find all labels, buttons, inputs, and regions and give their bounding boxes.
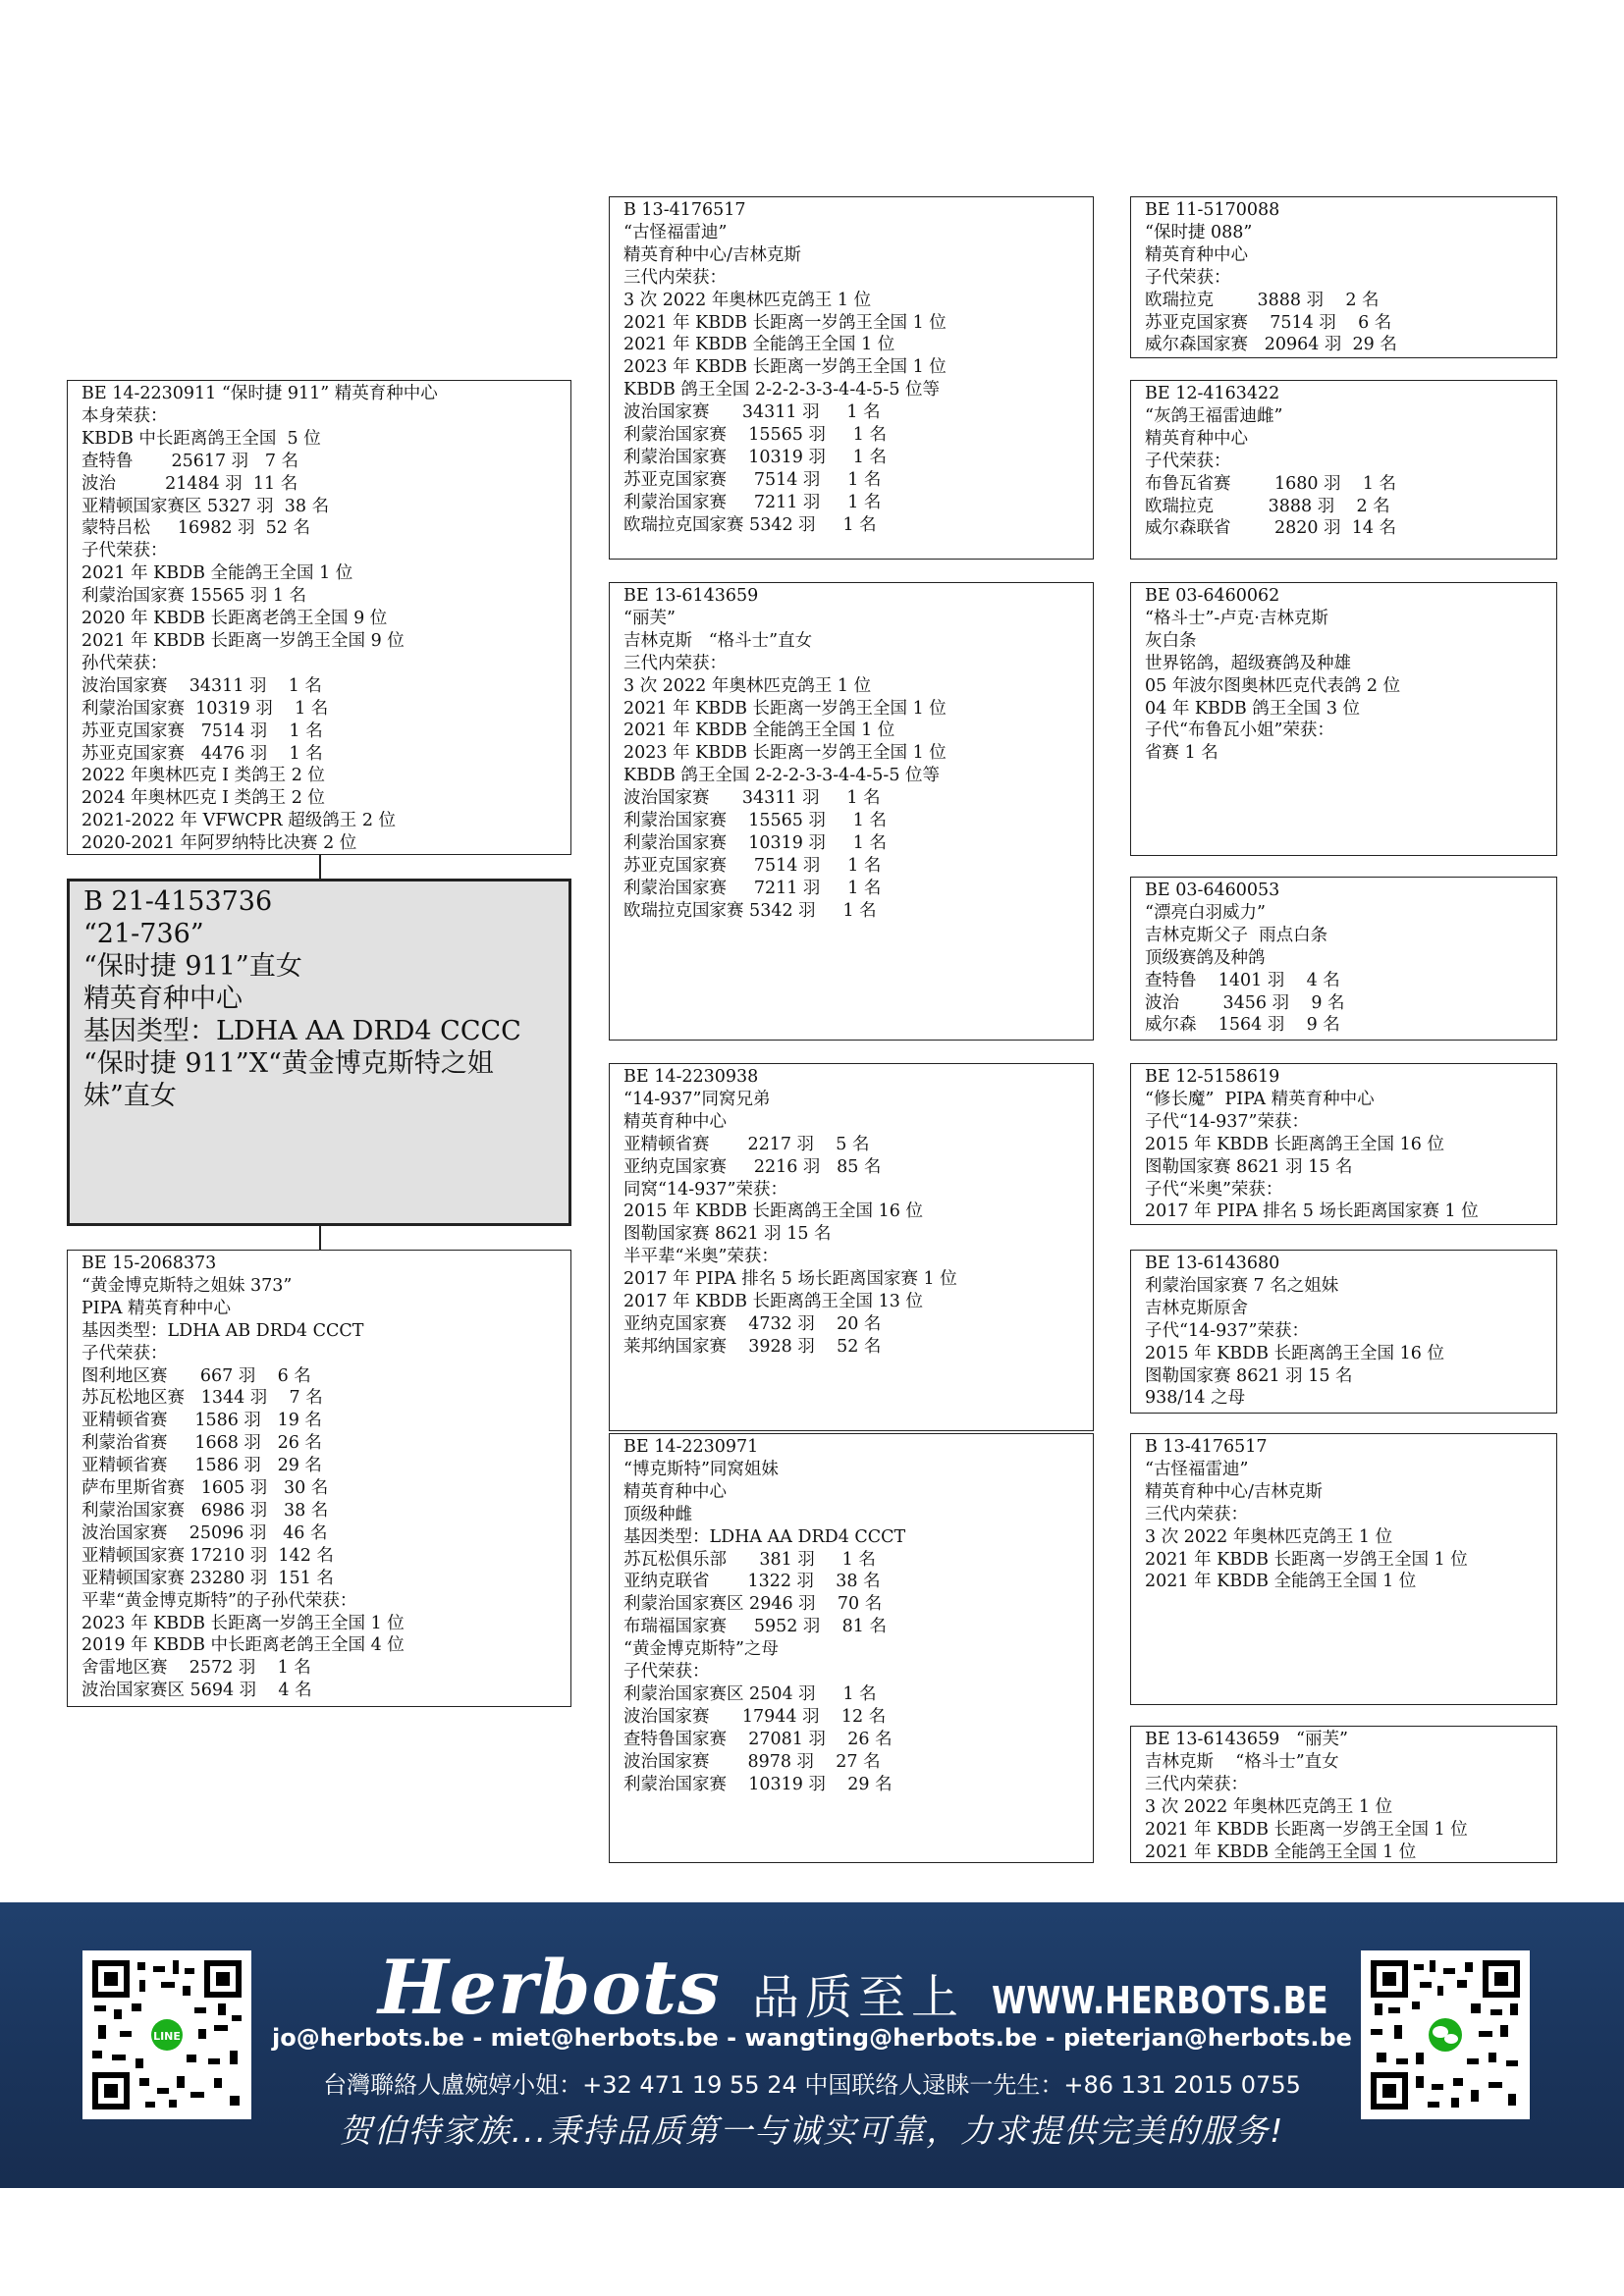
dd-line: 亚纳克联省 1322 羽 38 名	[623, 1572, 881, 1592]
dam-line: 利蒙治国家赛 6986 羽 38 名	[81, 1500, 329, 1521]
sds-line: 子代“布鲁瓦小姐”荣获：	[1145, 721, 1334, 741]
sss-line: 苏亚克国家赛 7514 羽 6 名	[1145, 312, 1392, 333]
sdd-line: 吉林克斯父子 雨点白条	[1145, 925, 1328, 945]
sdd-box	[1130, 877, 1557, 1041]
dsd-box	[1130, 1250, 1557, 1414]
ssd-line: 子代荣获：	[1145, 451, 1231, 471]
dss-box	[1130, 1063, 1557, 1225]
dds-line: 精英育种中心/吉林克斯	[1145, 1481, 1323, 1502]
dd-line: “黄金博克斯特”之母	[623, 1639, 779, 1660]
dsd-line: 利蒙治国家赛 7 名之姐妹	[1145, 1275, 1339, 1296]
brand-slogan: 品质至上	[751, 1970, 964, 2025]
ds-line: 亚纳克国家赛 2216 羽 85 名	[623, 1156, 882, 1177]
dss-line: 图勒国家赛 8621 羽 15 名	[1145, 1156, 1353, 1177]
dds-box	[1130, 1433, 1557, 1705]
dd-line: 利蒙治国家赛 10319 羽 29 名	[623, 1774, 893, 1794]
sire-line: 亚精顿国家赛区 5327 羽 38 名	[81, 496, 330, 516]
dd-line: BE 14-2230971	[623, 1437, 759, 1457]
dsd-line: 子代“14-937”荣获：	[1145, 1320, 1309, 1341]
dsd-line: 图勒国家赛 8621 羽 15 名	[1145, 1365, 1353, 1386]
herbots-logo: Herbots	[378, 1944, 721, 2031]
dam-line: 利蒙治省赛 1668 羽 26 名	[81, 1433, 322, 1454]
sd-line: “丽芙”	[623, 608, 676, 628]
sdd-line: 顶级赛鸽及种鸽	[1145, 947, 1266, 968]
ss-line: 2021 年 KBDB 长距离一岁鸽王全国 1 位	[623, 312, 947, 333]
sire-line: 子代荣获：	[81, 541, 168, 561]
sds-line: 省赛 1 名	[1145, 743, 1218, 764]
ds-line: BE 14-2230938	[623, 1067, 759, 1087]
ss-line: 三代内荣获：	[623, 267, 727, 288]
sire-sire-box	[609, 196, 1094, 560]
ddd-line: 3 次 2022 年奥林匹克鸽王 1 位	[1145, 1796, 1393, 1817]
dd-line: 苏瓦松俱乐部 381 羽 1 名	[623, 1549, 876, 1570]
subject-line: B 21-4153736	[83, 886, 273, 917]
dss-line: “修长魔” PIPA 精英育种中心	[1145, 1089, 1375, 1109]
contact-emails[interactable]: jo@herbots.be - miet@herbots.be - wangting@herbots.be - pieterjan@herbots.be	[272, 2024, 1352, 2052]
sd-line: 2021 年 KBDB 长距离一岁鸽王全国 1 位	[623, 698, 947, 719]
dds-line: 2021 年 KBDB 长距离一岁鸽王全国 1 位	[1145, 1549, 1468, 1570]
ssd-line: BE 12-4163422	[1145, 384, 1280, 403]
contact-phones: 台灣聯絡人盧婉婷小姐：+32 471 19 55 24 中国联络人逯睐一先生：+86 131 2015 0755	[323, 2071, 1301, 2099]
sire-line: 2022 年奥林匹克 I 类鸽王 2 位	[81, 766, 325, 786]
sds-box	[1130, 582, 1557, 856]
sd-line: 3 次 2022 年奥林匹克鸽王 1 位	[623, 675, 872, 696]
dss-line: 子代“米奥”荣获：	[1145, 1179, 1283, 1200]
footer-banner	[0, 1902, 1624, 2188]
dss-line: 2017 年 PIPA 排名 5 场长距离国家赛 1 位	[1145, 1201, 1479, 1222]
sdd-line: 查特鲁 1401 羽 4 名	[1145, 970, 1340, 990]
dd-line: 查特鲁国家赛 27081 羽 26 名	[623, 1729, 893, 1749]
ds-line: 莱邦纳国家赛 3928 羽 52 名	[623, 1336, 882, 1357]
dd-line: 子代荣获：	[623, 1662, 710, 1682]
ds-line: 半平辈“米奥”荣获：	[623, 1247, 779, 1267]
subject-box	[67, 879, 571, 1226]
sire-line: 波治 21484 羽 11 名	[81, 473, 298, 494]
dds-line: 3 次 2022 年奥林匹克鸽王 1 位	[1145, 1526, 1393, 1547]
sds-line: “格斗士”-卢克·吉林克斯	[1145, 608, 1328, 628]
ds-line: 2017 年 KBDB 长距离鸽王全国 13 位	[623, 1292, 923, 1312]
dsd-line: 2015 年 KBDB 长距离鸽王全国 16 位	[1145, 1343, 1444, 1363]
sd-line: KBDB 鸽王全国 2-2-2-3-3-4-4-5-5 位等	[623, 766, 941, 786]
website-link[interactable]: WWW.HERBOTS.BE	[991, 1979, 1328, 2022]
sds-line: 灰白条	[1145, 630, 1197, 651]
dd-line: 基因类型：LDHA AA DRD4 CCCT	[623, 1526, 906, 1547]
sdd-line: 波治 3456 羽 9 名	[1145, 992, 1345, 1013]
tagline: 贺伯特家族...秉持品质第一与诚实可靠，力求提供完美的服务!	[339, 2111, 1285, 2150]
ss-line: 2023 年 KBDB 长距离一岁鸽王全国 1 位	[623, 357, 947, 378]
ss-line: B 13-4176517	[623, 200, 746, 220]
sire-line: 蒙特吕松 16982 羽 52 名	[81, 518, 311, 539]
sds-line: 世界铭鸽，超级赛鸽及种雄	[1145, 653, 1351, 673]
dd-line: 顶级种雌	[623, 1504, 692, 1524]
sire-line: 本身荣获：	[81, 405, 168, 426]
sd-line: 2021 年 KBDB 全能鸽王全国 1 位	[623, 721, 895, 741]
dds-line: 三代内荣获：	[1145, 1504, 1248, 1524]
sds-line: 05 年波尔图奥林匹克代表鸽 2 位	[1145, 675, 1401, 696]
ds-line: 亚纳克国家赛 4732 羽 20 名	[623, 1313, 882, 1334]
ss-line: 苏亚克国家赛 7514 羽 1 名	[623, 469, 882, 490]
wechat-qr-icon	[1371, 1960, 1520, 2109]
subject-line: “保时捷 911”直女	[83, 951, 302, 982]
sds-line: 04 年 KBDB 鸽王全国 3 位	[1145, 698, 1361, 719]
dd-line: 布瑞福国家赛 5952 羽 81 名	[623, 1617, 887, 1637]
ss-line: 波治国家赛 34311 羽 1 名	[623, 402, 881, 423]
sdd-line: BE 03-6460053	[1145, 881, 1280, 900]
dam-line: 亚精顿省赛 1586 羽 29 名	[81, 1456, 322, 1476]
ss-line: 精英育种中心/吉林克斯	[623, 244, 801, 265]
dam-line: PIPA 精英育种中心	[81, 1298, 232, 1318]
sd-line: 利蒙治国家赛 10319 羽 1 名	[623, 832, 887, 853]
dss-line: BE 12-5158619	[1145, 1067, 1280, 1087]
dam-line: 波治国家赛区 5694 羽 4 名	[81, 1681, 312, 1701]
dam-line: 2019 年 KBDB 中长距离老鸽王全国 4 位	[81, 1635, 405, 1656]
sire-line: 2021 年 KBDB 全能鸽王全国 1 位	[81, 563, 353, 584]
sire-line: 2021 年 KBDB 长距离一岁鸽王全国 9 位	[81, 630, 405, 651]
sd-line: 2023 年 KBDB 长距离一岁鸽王全国 1 位	[623, 743, 947, 764]
dam-line: 亚精顿国家赛 17210 羽 142 名	[81, 1545, 334, 1566]
sd-line: 欧瑞拉克国家赛 5342 羽 1 名	[623, 900, 877, 921]
dd-line: 利蒙治国家赛区 2946 羽 70 名	[623, 1594, 883, 1615]
svg-text:LINE: LINE	[153, 2030, 181, 2043]
sds-line: BE 03-6460062	[1145, 586, 1280, 606]
ss-line: 利蒙治国家赛 10319 羽 1 名	[623, 447, 887, 467]
dam-line: 基因类型：LDHA AB DRD4 CCCT	[81, 1320, 364, 1341]
sd-line: 三代内荣获：	[623, 653, 727, 673]
ss-line: “古怪福雷迪”	[623, 222, 728, 242]
sire-line: 苏亚克国家赛 4476 羽 1 名	[81, 743, 323, 764]
dam-line: 亚精顿国家赛 23280 羽 151 名	[81, 1568, 334, 1588]
sire-line: 2024 年奥林匹克 I 类鸽王 2 位	[81, 788, 325, 809]
dam-line: “黄金博克斯特之姐妹 373”	[81, 1275, 293, 1296]
dam-line: 平辈“黄金博克斯特”的子孙代荣获：	[81, 1590, 357, 1611]
sire-line: 利蒙治国家赛 10319 羽 1 名	[81, 698, 329, 719]
sire-line: 2020 年 KBDB 长距离老鸽王全国 9 位	[81, 609, 388, 629]
sdd-line: “漂亮白羽威力”	[1145, 902, 1266, 923]
ssd-line: 威尔森联省 2820 羽 14 名	[1145, 518, 1397, 539]
dam-line: 苏瓦松地区赛 1344 羽 7 名	[81, 1388, 323, 1409]
ssd-line: “灰鸽王福雷迪雌”	[1145, 405, 1283, 426]
sdd-line: 威尔森 1564 羽 9 名	[1145, 1015, 1340, 1036]
sire-line: 利蒙治国家赛 15565 羽 1 名	[81, 586, 307, 607]
dd-line: 波治国家赛 17944 羽 12 名	[623, 1706, 887, 1727]
sire-line: 2021-2022 年 VFWCPR 超级鸽王 2 位	[81, 811, 397, 831]
dss-line: 子代“14-937”荣获：	[1145, 1111, 1309, 1132]
dam-line: 图利地区赛 667 羽 6 名	[81, 1365, 311, 1386]
connector-sire-subject	[319, 855, 321, 879]
sire-line: 2020-2021 年阿罗纳特比决赛 2 位	[81, 833, 357, 854]
subject-line: 基因类型：LDHA AA DRD4 CCCC	[83, 1016, 521, 1046]
ds-line: 同窝“14-937”荣获：	[623, 1179, 787, 1200]
sss-line: 精英育种中心	[1145, 244, 1248, 265]
dam-line: 波治国家赛 25096 羽 46 名	[81, 1522, 328, 1543]
sire-box	[67, 380, 571, 855]
dam-line: BE 15-2068373	[81, 1254, 217, 1273]
ddd-line: 吉林克斯 “格斗士”直女	[1145, 1751, 1339, 1772]
dd-line: 波治国家赛 8978 羽 27 名	[623, 1751, 881, 1772]
ss-line: 欧瑞拉克国家赛 5342 羽 1 名	[623, 514, 877, 535]
sire-line: 查特鲁 25617 羽 7 名	[81, 451, 299, 471]
dds-line: 2021 年 KBDB 全能鸽王全国 1 位	[1145, 1572, 1417, 1592]
sd-line: BE 13-6143659	[623, 586, 759, 606]
ddd-line: 2021 年 KBDB 全能鸽王全国 1 位	[1145, 1842, 1417, 1862]
dam-line: 亚精顿省赛 1586 羽 19 名	[81, 1411, 322, 1431]
dam-sire-box	[609, 1063, 1094, 1431]
sire-line: 苏亚克国家赛 7514 羽 1 名	[81, 721, 323, 741]
ddd-line: 2021 年 KBDB 长距离一岁鸽王全国 1 位	[1145, 1819, 1468, 1840]
ds-line: 亚精顿省赛 2217 羽 5 名	[623, 1134, 870, 1154]
sss-box	[1130, 196, 1557, 358]
dam-box	[67, 1250, 571, 1707]
ssd-line: 布鲁瓦省赛 1680 羽 1 名	[1145, 473, 1397, 494]
subject-line: “保时捷 911”X“黄金博克斯特之姐妹”直女	[83, 1048, 494, 1111]
dsd-line: 吉林克斯原舍	[1145, 1298, 1248, 1318]
dd-line: 精英育种中心	[623, 1481, 727, 1502]
subject-line: “21-736”	[83, 919, 204, 949]
ddd-box	[1130, 1726, 1557, 1863]
dd-line: 利蒙治国家赛区 2504 羽 1 名	[623, 1683, 877, 1704]
ds-line: 2017 年 PIPA 排名 5 场长距离国家赛 1 位	[623, 1269, 957, 1290]
sss-line: 威尔森国家赛 20964 羽 29 名	[1145, 335, 1397, 355]
sire-line: BE 14-2230911 “保时捷 911” 精英育种中心	[81, 384, 438, 403]
wechat-qr-code[interactable]	[1361, 1950, 1530, 2119]
ds-line: 图勒国家赛 8621 羽 15 名	[623, 1224, 832, 1245]
ss-line: 2021 年 KBDB 全能鸽王全国 1 位	[623, 335, 895, 355]
ssd-line: 精英育种中心	[1145, 428, 1248, 449]
ss-line: 利蒙治国家赛 15565 羽 1 名	[623, 425, 887, 446]
ss-line: KBDB 鸽王全国 2-2-2-3-3-4-4-5-5 位等	[623, 380, 941, 400]
ds-line: “14-937”同窝兄弟	[623, 1089, 771, 1109]
sd-line: 波治国家赛 34311 羽 1 名	[623, 788, 881, 809]
sire-line: 波治国家赛 34311 羽 1 名	[81, 675, 322, 696]
sd-line: 利蒙治国家赛 15565 羽 1 名	[623, 811, 887, 831]
ssd-line: 欧瑞拉克 3888 羽 2 名	[1145, 496, 1390, 516]
ss-line: 3 次 2022 年奥林匹克鸽王 1 位	[623, 290, 872, 310]
dsd-line: BE 13-6143680	[1145, 1254, 1280, 1273]
dam-line: 萨布里斯省赛 1605 羽 30 名	[81, 1478, 329, 1499]
sd-line: 苏亚克国家赛 7514 羽 1 名	[623, 855, 882, 876]
sss-line: 欧瑞拉克 3888 羽 2 名	[1145, 290, 1380, 310]
sd-line: 利蒙治国家赛 7211 羽 1 名	[623, 878, 882, 898]
ss-line: 利蒙治国家赛 7211 羽 1 名	[623, 492, 882, 512]
ddd-line: 三代内荣获：	[1145, 1774, 1248, 1794]
sss-line: BE 11-5170088	[1145, 200, 1280, 220]
dam-line: 2023 年 KBDB 长距离一岁鸽王全国 1 位	[81, 1613, 405, 1633]
sire-dam-box	[609, 582, 1094, 1041]
ddd-line: BE 13-6143659 “丽芙”	[1145, 1730, 1348, 1749]
subject-line: 精英育种中心	[83, 984, 243, 1014]
dsd-line: 938/14 之母	[1145, 1388, 1246, 1409]
sss-line: “保时捷 088”	[1145, 222, 1253, 242]
dds-line: B 13-4176517	[1145, 1437, 1268, 1457]
ds-line: 精英育种中心	[623, 1111, 727, 1132]
connector-subject-dam	[319, 1226, 321, 1250]
dd-line: “博克斯特”同窝姐妹	[623, 1459, 779, 1479]
sire-line: KBDB 中长距离鸽王全国 5 位	[81, 428, 321, 449]
sire-line: 孙代荣获：	[81, 653, 168, 673]
dam-line: 子代荣获：	[81, 1343, 168, 1363]
dam-dam-box	[609, 1433, 1094, 1863]
dam-line: 舍雷地区赛 2572 羽 1 名	[81, 1658, 311, 1679]
dds-line: “古怪福雷迪”	[1145, 1459, 1249, 1479]
ds-line: 2015 年 KBDB 长距离鸽王全国 16 位	[623, 1201, 923, 1222]
dss-line: 2015 年 KBDB 长距离鸽王全国 16 位	[1145, 1134, 1444, 1154]
sd-line: 吉林克斯 “格斗士”直女	[623, 630, 813, 651]
ssd-box	[1130, 380, 1557, 560]
sss-line: 子代荣获：	[1145, 267, 1231, 288]
